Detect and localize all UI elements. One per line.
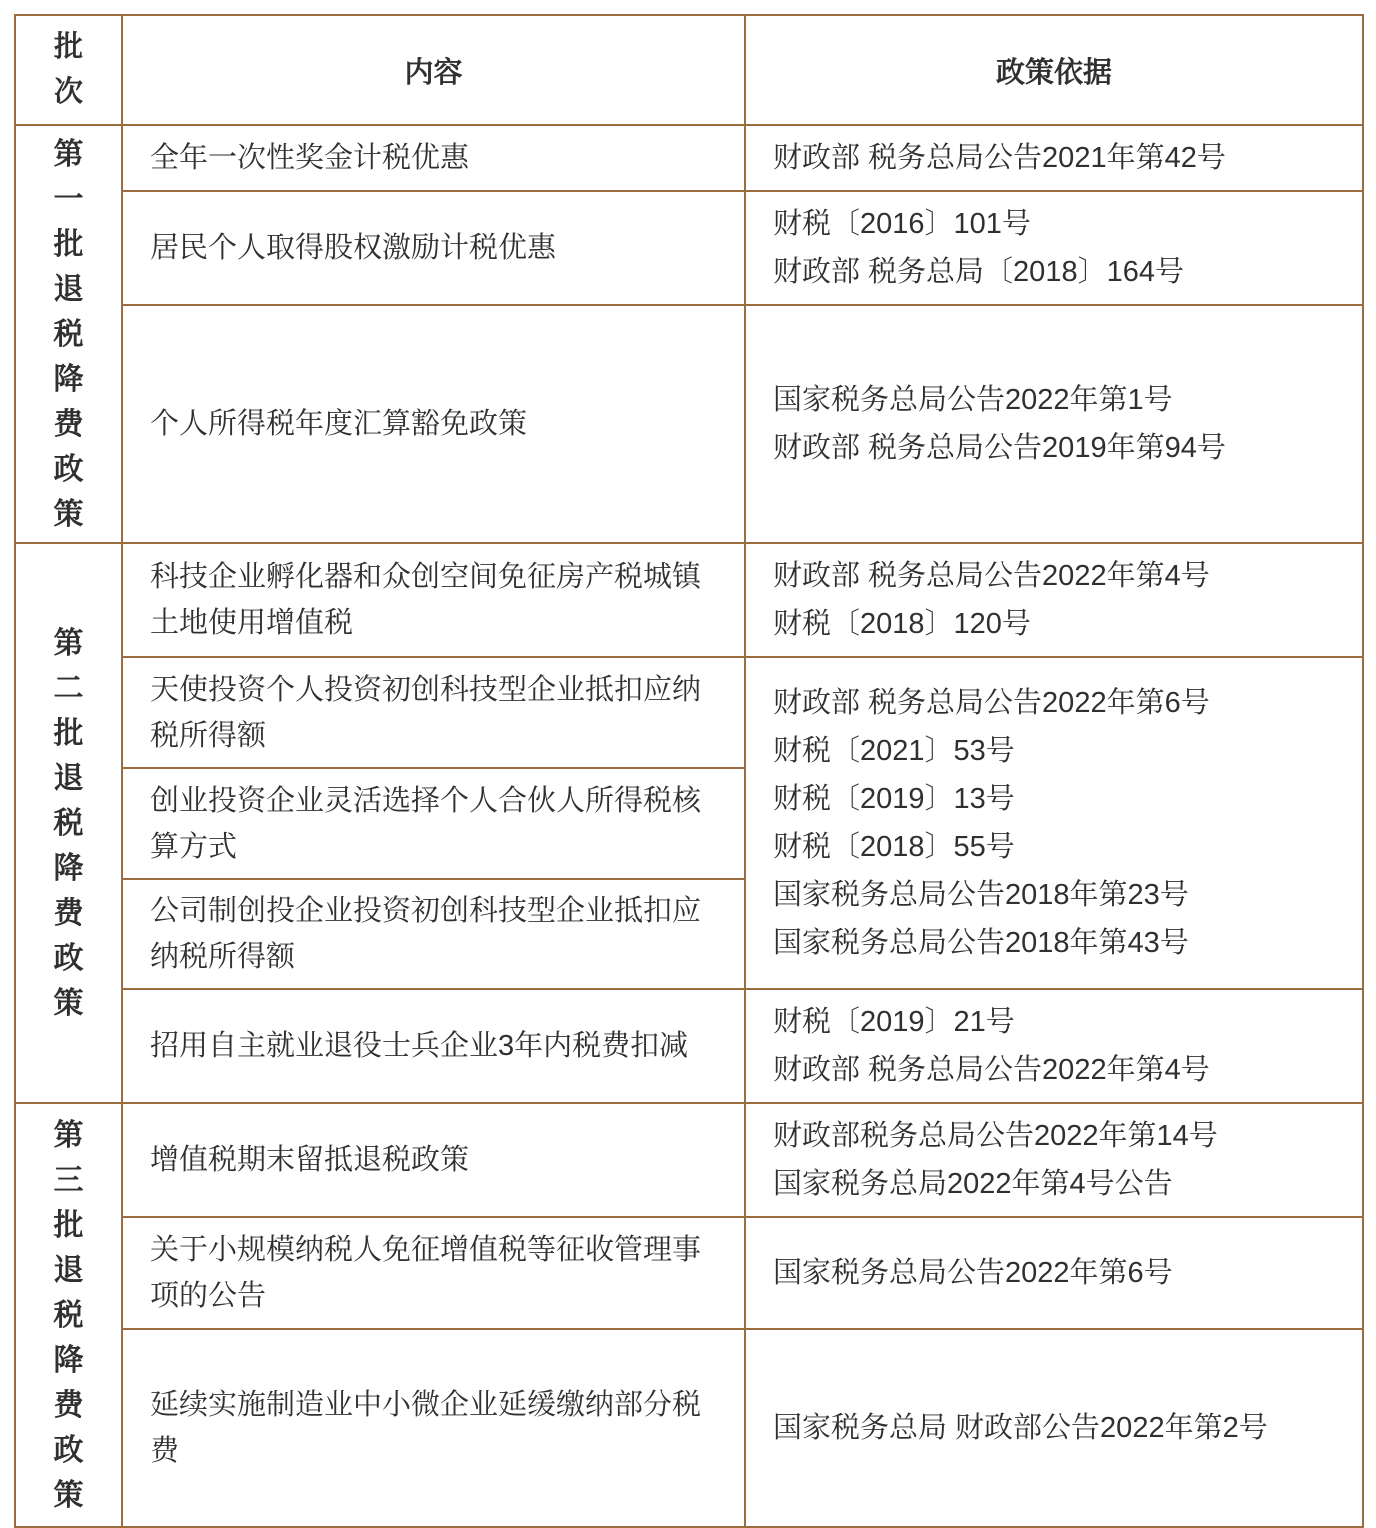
table-row [15, 191, 1363, 305]
content-cell [122, 1329, 745, 1527]
header-cell-policy [745, 15, 1363, 125]
batch-2-cell [15, 543, 122, 1103]
batch-2-label: 第二批退税降费政策 [53, 626, 84, 1020]
table-row [15, 305, 1363, 543]
content-cell [122, 657, 745, 768]
policy-line: 财税〔2021〕53号 [773, 735, 1015, 767]
content-cell [122, 1103, 745, 1217]
content-text: 招用自主就业退役士兵企业3年内税费扣减 [150, 1030, 689, 1062]
policy-line: 国家税务总局2022年第4号公告 [773, 1168, 1173, 1200]
content-cell [122, 768, 745, 879]
content-text: 延续实施制造业中小微企业延缓缴纳部分税费 [150, 1389, 702, 1467]
header-content-label: 内容 [404, 56, 463, 89]
policy-line: 财税〔2016〕101号 [773, 208, 1031, 240]
policy-cell [745, 1217, 1363, 1329]
content-text: 关于小规模纳税人免征增值税等征收管理事项的公告 [150, 1234, 702, 1312]
policy-cell [745, 1103, 1363, 1217]
content-cell [122, 305, 745, 543]
policy-cell-merged [745, 657, 1363, 989]
header-row [15, 15, 1363, 125]
policy-line: 国家税务总局 财政部公告2022年第2号 [773, 1412, 1268, 1444]
table-row [15, 1329, 1363, 1527]
policy-line: 国家税务总局公告2018年第43号 [773, 927, 1189, 959]
content-text: 天使投资个人投资初创科技型企业抵扣应纳税所得额 [150, 673, 702, 752]
content-cell [122, 989, 745, 1103]
content-cell [122, 543, 745, 657]
table-row [15, 1217, 1363, 1329]
policy-line: 财政部 税务总局公告2022年第4号 [773, 1054, 1210, 1086]
header-cell-batch [15, 15, 122, 125]
policy-line: 财税〔2019〕21号 [773, 1006, 1015, 1038]
policy-cell [745, 305, 1363, 543]
policy-cell [745, 191, 1363, 305]
policy-cell [745, 125, 1363, 191]
content-cell [122, 879, 745, 989]
table-row [15, 657, 1363, 768]
batch-1-label: 第一批退税降费政策 [53, 137, 84, 531]
policy-cell [745, 989, 1363, 1103]
content-text: 全年一次性奖金计税优惠 [150, 142, 470, 174]
content-text: 公司制创投企业投资初创科技型企业抵扣应纳税所得额 [150, 895, 702, 973]
policy-line: 财税〔2018〕55号 [773, 831, 1015, 863]
policy-line: 财政部 税务总局公告2022年第4号 [773, 560, 1210, 592]
header-cell-content [122, 15, 745, 125]
policy-line: 财税〔2019〕13号 [773, 783, 1015, 815]
content-text: 居民个人取得股权激励计税优惠 [150, 232, 557, 264]
batch-1-cell [15, 125, 122, 543]
header-policy-label: 政策依据 [995, 56, 1112, 89]
policy-line: 财税〔2018〕120号 [773, 608, 1031, 640]
content-text: 科技企业孵化器和众创空间免征房产税城镇土地使用增值税 [150, 561, 702, 639]
content-cell [122, 125, 745, 191]
table-row [15, 543, 1363, 657]
policy-line: 财政部 税务总局公告2022年第6号 [773, 687, 1210, 719]
policy-cell [745, 1329, 1363, 1527]
content-cell [122, 191, 745, 305]
batch-3-cell [15, 1103, 122, 1527]
batch-3-label: 第三批退税降费政策 [53, 1118, 84, 1512]
content-text: 个人所得税年度汇算豁免政策 [150, 408, 528, 440]
header-batch-label: 批次 [53, 31, 83, 108]
policy-line: 国家税务总局公告2022年第1号 [773, 384, 1173, 416]
policy-line: 财政部 税务总局公告2019年第94号 [773, 432, 1226, 464]
tax-policy-table [14, 14, 1364, 1528]
policy-line: 财政部 税务总局〔2018〕164号 [773, 256, 1184, 288]
policy-line: 财政部 税务总局公告2021年第42号 [773, 142, 1226, 174]
table-row [15, 989, 1363, 1103]
policy-cell [745, 543, 1363, 657]
policy-line: 财政部税务总局公告2022年第14号 [773, 1120, 1218, 1152]
content-cell [122, 1217, 745, 1329]
table-row [15, 125, 1363, 191]
table-row [15, 1103, 1363, 1217]
content-text: 创业投资企业灵活选择个人合伙人所得税核算方式 [150, 784, 702, 863]
policy-line: 国家税务总局公告2018年第23号 [773, 879, 1189, 911]
policy-line: 国家税务总局公告2022年第6号 [773, 1257, 1173, 1289]
content-text: 增值税期末留抵退税政策 [150, 1144, 470, 1176]
